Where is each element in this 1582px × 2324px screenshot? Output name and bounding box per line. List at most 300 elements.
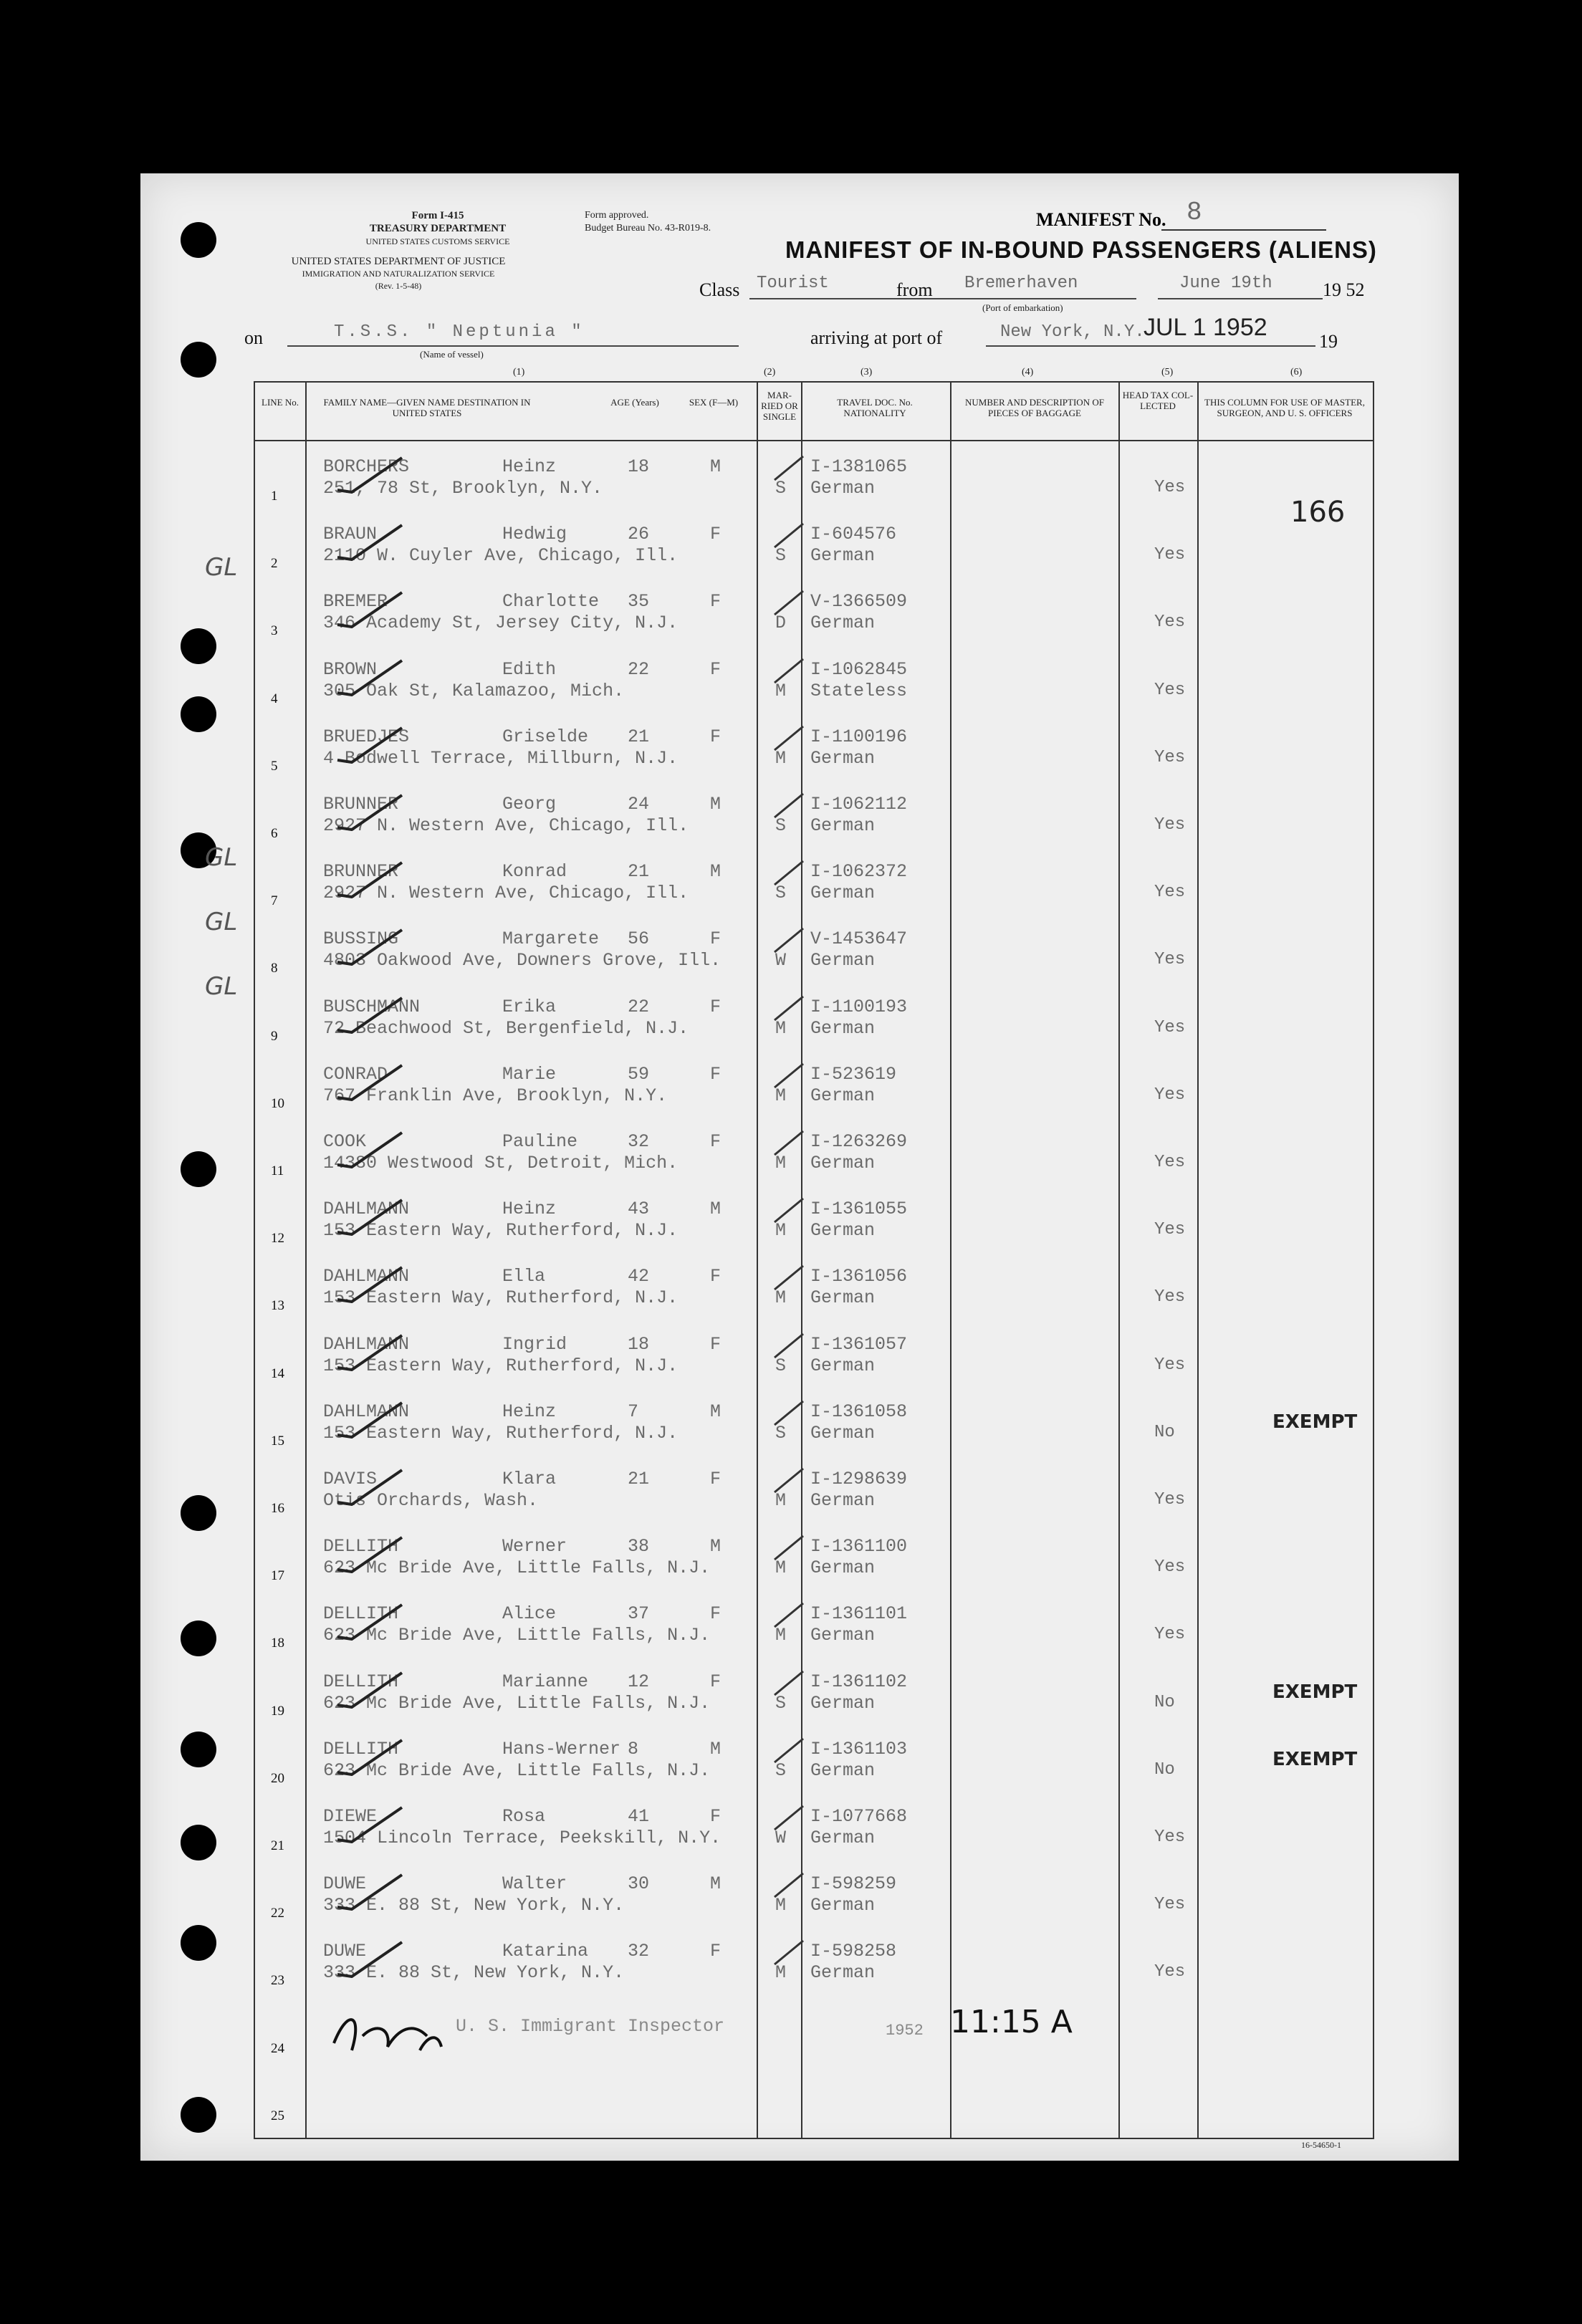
age: 18 bbox=[628, 1333, 650, 1355]
travel-doc-number: I-523619 bbox=[810, 1063, 897, 1085]
given-name: Hans-Werner bbox=[502, 1738, 621, 1759]
table-row bbox=[255, 1196, 1373, 1264]
family-name: DUWE bbox=[323, 1941, 367, 1962]
tick-mark-icon bbox=[771, 1465, 807, 1494]
table-row bbox=[255, 1871, 1373, 1939]
age: 24 bbox=[628, 794, 650, 815]
table-row bbox=[255, 1399, 1373, 1466]
sex: M bbox=[710, 1536, 722, 1557]
vessel-underline bbox=[287, 345, 739, 347]
check-mark-icon bbox=[334, 1058, 406, 1101]
page-title: MANIFEST OF IN-BOUND PASSENGERS (ALIENS) bbox=[785, 236, 1377, 263]
tick-mark-icon bbox=[771, 453, 807, 481]
nationality: German bbox=[810, 1557, 876, 1579]
marital-status: S bbox=[775, 1692, 787, 1714]
from-underline bbox=[950, 298, 1136, 299]
line-number: 18 bbox=[271, 1636, 284, 1651]
gl-mark: GL bbox=[205, 553, 238, 582]
nationality: German bbox=[810, 1085, 876, 1106]
nationality: German bbox=[810, 1422, 876, 1444]
age: 35 bbox=[628, 591, 650, 613]
punch-hole bbox=[181, 222, 216, 258]
head-tax: Yes bbox=[1154, 1828, 1186, 1847]
line-number: 5 bbox=[271, 758, 278, 774]
manifest-label: MANIFEST No. bbox=[1036, 209, 1166, 230]
head-tax: Yes bbox=[1154, 950, 1186, 970]
nationality: German bbox=[810, 613, 876, 634]
officer-remark: EXEMPT bbox=[1272, 1411, 1358, 1433]
given-name: Konrad bbox=[502, 861, 567, 883]
tick-mark-icon bbox=[771, 1802, 807, 1831]
given-name: Heinz bbox=[502, 1401, 557, 1422]
date-underline bbox=[1158, 298, 1323, 299]
sex: F bbox=[710, 726, 722, 747]
travel-doc-number: I-598259 bbox=[810, 1873, 897, 1895]
given-name: Werner bbox=[502, 1536, 567, 1557]
punch-hole bbox=[181, 628, 216, 664]
table-row bbox=[255, 1332, 1373, 1399]
head-tax: No bbox=[1154, 1759, 1175, 1780]
given-name: Marianne bbox=[502, 1671, 589, 1692]
col-head-married: MAR-RIED OR SINGLE bbox=[761, 390, 798, 422]
table-row bbox=[255, 859, 1373, 926]
age: 32 bbox=[628, 1941, 650, 1962]
family-name: BORCHERS bbox=[323, 456, 410, 477]
destination: 153 Eastern Way, Rutherford, N.J. bbox=[323, 1287, 679, 1309]
page-number-stamp: 166 bbox=[1290, 496, 1346, 529]
head-tax: No bbox=[1154, 1422, 1175, 1442]
given-name: Ella bbox=[502, 1266, 546, 1287]
travel-doc-number: I-604576 bbox=[810, 524, 897, 545]
travel-doc-number: I-1062372 bbox=[810, 861, 908, 883]
sex: M bbox=[710, 456, 722, 477]
nationality: German bbox=[810, 1287, 876, 1309]
head-tax: Yes bbox=[1154, 1153, 1186, 1172]
col-num-5: (5) bbox=[1161, 367, 1174, 378]
line-number: 19 bbox=[271, 1703, 284, 1719]
sex: F bbox=[710, 658, 722, 680]
tick-mark-icon bbox=[771, 1937, 807, 1966]
check-mark-icon bbox=[334, 721, 406, 764]
sex: F bbox=[710, 1469, 722, 1489]
family-name: DELLITH bbox=[323, 1671, 399, 1692]
table-row bbox=[255, 1129, 1373, 1196]
given-name: Erika bbox=[502, 996, 557, 1017]
approval-block bbox=[585, 209, 711, 235]
age: 21 bbox=[628, 1469, 650, 1489]
check-mark-icon bbox=[334, 1733, 406, 1776]
given-name: Hedwig bbox=[502, 524, 567, 545]
marital-status: M bbox=[775, 1153, 787, 1173]
punch-hole bbox=[181, 1151, 216, 1187]
travel-doc-number: V-1453647 bbox=[810, 928, 908, 950]
given-name: Margarete bbox=[502, 928, 600, 950]
punch-hole bbox=[181, 1620, 216, 1656]
nationality: German bbox=[810, 1625, 876, 1646]
sex: F bbox=[710, 928, 722, 950]
line-number: 8 bbox=[271, 961, 278, 976]
punch-hole bbox=[181, 696, 216, 732]
family-name: BREMER bbox=[323, 591, 388, 613]
sex: F bbox=[710, 1941, 722, 1962]
line-number: 20 bbox=[271, 1770, 284, 1786]
family-name: DELLITH bbox=[323, 1738, 399, 1759]
nationality: German bbox=[810, 1355, 876, 1376]
sex: F bbox=[710, 1131, 722, 1152]
age: 22 bbox=[628, 658, 650, 680]
family-name: DELLITH bbox=[323, 1603, 399, 1625]
vessel-label: (Name of vessel) bbox=[420, 349, 484, 360]
head-tax: Yes bbox=[1154, 1490, 1186, 1509]
given-name: Pauline bbox=[502, 1131, 578, 1152]
ins-service: IMMIGRATION AND NATURALIZATION SERVICE bbox=[302, 269, 495, 279]
age: 38 bbox=[628, 1536, 650, 1557]
sex: F bbox=[710, 1806, 722, 1827]
destination: 767 Franklin Ave, Brooklyn, N.Y. bbox=[323, 1085, 668, 1106]
punch-hole bbox=[181, 2097, 216, 2133]
head-tax: Yes bbox=[1154, 1962, 1186, 1982]
travel-doc-number: I-1361056 bbox=[810, 1266, 908, 1287]
nationality: German bbox=[810, 1017, 876, 1039]
destination: 623 Mc Bride Ave, Little Falls, N.J. bbox=[323, 1692, 711, 1714]
table-row bbox=[255, 589, 1373, 656]
line-number: 25 bbox=[271, 2108, 284, 2123]
head-tax: Yes bbox=[1154, 613, 1186, 633]
col-num-2: (2) bbox=[764, 367, 776, 378]
table-row bbox=[255, 792, 1373, 859]
line-number: 12 bbox=[271, 1231, 284, 1247]
destination: 2927 N. Western Ave, Chicago, Ill. bbox=[323, 883, 689, 904]
head-tax: Yes bbox=[1154, 545, 1186, 565]
travel-doc-number: V-1366509 bbox=[810, 591, 908, 613]
table-row bbox=[255, 1534, 1373, 1601]
head-tax: Yes bbox=[1154, 1557, 1186, 1578]
check-mark-icon bbox=[334, 653, 406, 696]
travel-doc-number: I-1361057 bbox=[810, 1333, 908, 1355]
tick-mark-icon bbox=[771, 925, 807, 954]
budget-bureau: Budget Bureau No. 43-R019-8. bbox=[585, 223, 711, 234]
col-head-baggage: NUMBER AND DESCRIPTION OF PIECES OF BAGGAGE bbox=[965, 397, 1104, 418]
destination: 14380 Westwood St, Detroit, Mich. bbox=[323, 1153, 679, 1173]
sex: F bbox=[710, 1266, 722, 1287]
check-mark-icon bbox=[334, 1800, 406, 1843]
nationality: German bbox=[810, 815, 876, 836]
passenger-table bbox=[254, 367, 1374, 2139]
family-name: BRAUN bbox=[323, 524, 378, 545]
sex: M bbox=[710, 1199, 722, 1220]
nationality: German bbox=[810, 1759, 876, 1781]
marital-status: M bbox=[775, 1557, 787, 1579]
table-row bbox=[255, 1669, 1373, 1737]
col-head-name: FAMILY NAME—GIVEN NAME DESTINATION IN UNITED STATES bbox=[323, 397, 531, 418]
line-number: 22 bbox=[271, 1906, 284, 1921]
sex: F bbox=[710, 1333, 722, 1355]
check-mark-icon bbox=[334, 1396, 406, 1439]
inspector-signature bbox=[320, 1993, 449, 2072]
col-num-4: (4) bbox=[1022, 367, 1034, 378]
table-row bbox=[255, 657, 1373, 724]
head-tax: Yes bbox=[1154, 1085, 1186, 1105]
tick-mark-icon bbox=[771, 1668, 807, 1696]
travel-doc-number: I-1361058 bbox=[810, 1401, 908, 1422]
marital-status: M bbox=[775, 1625, 787, 1646]
marital-status: S bbox=[775, 1355, 787, 1376]
family-name: CONRAD bbox=[323, 1063, 388, 1085]
family-name: BUSCHMANN bbox=[323, 996, 421, 1017]
line-number: 3 bbox=[271, 623, 278, 639]
vessel-name: T.S.S. " Neptunia " bbox=[334, 322, 585, 342]
tick-mark-icon bbox=[771, 520, 807, 549]
from-label: from bbox=[896, 279, 933, 300]
destination: 623 Mc Bride Ave, Little Falls, N.J. bbox=[323, 1759, 711, 1781]
table-row bbox=[255, 926, 1373, 994]
inspector-label: U. S. Immigrant Inspector bbox=[456, 2016, 725, 2037]
tick-mark-icon bbox=[771, 723, 807, 752]
nationality: German bbox=[810, 1828, 876, 1848]
head-tax: Yes bbox=[1154, 478, 1186, 497]
punch-hole bbox=[181, 1925, 216, 1961]
age: 26 bbox=[628, 524, 650, 545]
marital-status: W bbox=[775, 1828, 787, 1848]
given-name: Charlotte bbox=[502, 591, 600, 613]
sex: M bbox=[710, 861, 722, 883]
punch-hole bbox=[181, 1495, 216, 1531]
family-name: BRUNNER bbox=[323, 794, 399, 815]
line-number: 7 bbox=[271, 893, 278, 909]
check-mark-icon bbox=[334, 1125, 406, 1168]
age: 32 bbox=[628, 1131, 650, 1152]
col-head-age: AGE (Years) bbox=[610, 397, 659, 408]
travel-doc-number: I-1361102 bbox=[810, 1671, 908, 1692]
marital-status: M bbox=[775, 747, 787, 769]
given-name: Griselde bbox=[502, 726, 589, 747]
destination: 1504 Lincoln Terrace, Peekskill, N.Y. bbox=[323, 1828, 722, 1848]
arrival-time: 11:15 A bbox=[950, 2004, 1073, 2040]
col-head-tax: HEAD TAX COL-LECTED bbox=[1122, 390, 1194, 411]
travel-doc-number: I-1361100 bbox=[810, 1536, 908, 1557]
col-head-travel: TRAVEL DOC. No. NATIONALITY bbox=[837, 397, 913, 418]
header-rule bbox=[255, 440, 1373, 441]
form-header bbox=[287, 209, 588, 248]
tick-mark-icon bbox=[771, 656, 807, 684]
on-label: on bbox=[244, 327, 263, 348]
destination: 153 Eastern Way, Rutherford, N.J. bbox=[323, 1422, 679, 1444]
table-row bbox=[255, 1466, 1373, 1534]
destination: 2927 N. Western Ave, Chicago, Ill. bbox=[323, 815, 689, 836]
port-embark-label: (Port of embarkation) bbox=[982, 302, 1063, 313]
gl-mark: GL bbox=[205, 908, 238, 936]
table-row bbox=[255, 1264, 1373, 1331]
given-name: Walter bbox=[502, 1873, 567, 1895]
head-tax: Yes bbox=[1154, 1220, 1186, 1240]
travel-doc-number: I-1361103 bbox=[810, 1738, 908, 1759]
destination: 623 Mc Bride Ave, Little Falls, N.J. bbox=[323, 1625, 711, 1646]
travel-doc-number: I-1361101 bbox=[810, 1603, 908, 1625]
age: 22 bbox=[628, 996, 650, 1017]
destination: 4 Bodwell Terrace, Millburn, N.J. bbox=[323, 747, 679, 769]
age: 18 bbox=[628, 456, 650, 477]
nationality: German bbox=[810, 1962, 876, 1984]
justice-header bbox=[248, 256, 549, 292]
tick-mark-icon bbox=[771, 1330, 807, 1359]
table-row bbox=[255, 522, 1373, 589]
age: 37 bbox=[628, 1603, 650, 1625]
given-name: Alice bbox=[502, 1603, 557, 1625]
family-name: DAHLMANN bbox=[323, 1199, 410, 1220]
age: 12 bbox=[628, 1671, 650, 1692]
check-mark-icon bbox=[334, 1868, 406, 1911]
destination: 305 Oak St, Kalamazoo, Mich. bbox=[323, 680, 625, 701]
gl-mark: GL bbox=[205, 972, 238, 1001]
table-row bbox=[255, 724, 1373, 792]
manifest-underline bbox=[1161, 229, 1326, 231]
table-row bbox=[255, 2074, 1373, 2141]
sex: F bbox=[710, 524, 722, 545]
form-print-code: 16-54650-1 bbox=[1301, 2140, 1341, 2150]
tick-mark-icon bbox=[771, 587, 807, 616]
line-number: 17 bbox=[271, 1568, 284, 1584]
port-underline bbox=[986, 345, 1315, 347]
tick-mark-icon bbox=[771, 1870, 807, 1898]
age: 21 bbox=[628, 726, 650, 747]
sex: F bbox=[710, 1671, 722, 1692]
tick-mark-icon bbox=[771, 1735, 807, 1764]
customs-service: UNITED STATES CUSTOMS SERVICE bbox=[365, 236, 510, 246]
marital-status: S bbox=[775, 478, 787, 499]
table-row bbox=[255, 1601, 1373, 1668]
travel-doc-number: I-1062112 bbox=[810, 794, 908, 815]
travel-doc-number: I-1100193 bbox=[810, 996, 908, 1017]
age: 42 bbox=[628, 1266, 650, 1287]
line-number: 14 bbox=[271, 1365, 284, 1381]
family-name: BRUNNER bbox=[323, 861, 399, 883]
check-mark-icon bbox=[334, 1666, 406, 1709]
departure-date: June 19th bbox=[1179, 274, 1272, 293]
destination: Otis Orchards, Wash. bbox=[323, 1490, 539, 1511]
sex: F bbox=[710, 591, 722, 613]
nationality: German bbox=[810, 1895, 876, 1916]
check-mark-icon bbox=[334, 451, 406, 494]
officer-remark: EXEMPT bbox=[1272, 1748, 1358, 1770]
check-mark-icon bbox=[334, 923, 406, 966]
punch-hole bbox=[181, 1732, 216, 1767]
nationality: German bbox=[810, 1220, 876, 1242]
line-number: 2 bbox=[271, 556, 278, 572]
line-number: 10 bbox=[271, 1095, 284, 1111]
marital-status: M bbox=[775, 1085, 787, 1106]
destination: 153 Eastern Way, Rutherford, N.J. bbox=[323, 1220, 679, 1242]
form-approved: Form approved. bbox=[585, 210, 649, 221]
age: 30 bbox=[628, 1873, 650, 1895]
marital-status: S bbox=[775, 1759, 787, 1781]
head-tax: Yes bbox=[1154, 883, 1186, 903]
family-name: DIEWE bbox=[323, 1806, 378, 1827]
class-value: Tourist bbox=[757, 274, 829, 293]
col-head-sex: SEX (F—M) bbox=[689, 397, 739, 408]
line-number: 24 bbox=[271, 2040, 284, 2056]
destination: 346 Academy St, Jersey City, N.J. bbox=[323, 613, 679, 634]
marital-status: D bbox=[775, 613, 787, 634]
form-revision: (Rev. 1-5-48) bbox=[375, 281, 422, 291]
travel-doc-number: I-1077668 bbox=[810, 1806, 908, 1827]
check-mark-icon bbox=[334, 1530, 406, 1573]
travel-doc-number: I-1263269 bbox=[810, 1131, 908, 1152]
arrival-date-stamp: JUL 1 1952 bbox=[1144, 314, 1267, 341]
marital-status: M bbox=[775, 1490, 787, 1511]
check-mark-icon bbox=[334, 1935, 406, 1978]
given-name: Marie bbox=[502, 1063, 557, 1085]
punch-hole bbox=[181, 342, 216, 378]
head-tax: No bbox=[1154, 1692, 1175, 1712]
travel-doc-number: I-1381065 bbox=[810, 456, 908, 477]
head-tax: Yes bbox=[1154, 1625, 1186, 1645]
punch-hole bbox=[181, 1825, 216, 1860]
sex: F bbox=[710, 1603, 722, 1625]
age: 21 bbox=[628, 861, 650, 883]
marital-status: M bbox=[775, 1017, 787, 1039]
check-mark-icon bbox=[334, 1260, 406, 1303]
manifest-number: 8 bbox=[1186, 198, 1202, 227]
destination: 333 E. 88 St, New York, N.Y. bbox=[323, 1895, 625, 1916]
col-head-line: LINE No. bbox=[262, 397, 299, 408]
family-name: COOK bbox=[323, 1131, 367, 1152]
line-number: 23 bbox=[271, 1973, 284, 1989]
destination: 623 Mc Bride Ave, Little Falls, N.J. bbox=[323, 1557, 711, 1579]
given-name: Klara bbox=[502, 1469, 557, 1489]
given-name: Heinz bbox=[502, 456, 557, 477]
head-tax: Yes bbox=[1154, 1017, 1186, 1037]
sex: M bbox=[710, 794, 722, 815]
nationality: German bbox=[810, 950, 876, 971]
marital-status: S bbox=[775, 883, 787, 904]
sex: M bbox=[710, 1873, 722, 1895]
travel-doc-number: I-1062845 bbox=[810, 658, 908, 680]
given-name: Heinz bbox=[502, 1199, 557, 1220]
marital-status: M bbox=[775, 680, 787, 701]
table-row bbox=[255, 1737, 1373, 1804]
destination: 333 E. 88 St, New York, N.Y. bbox=[323, 1962, 625, 1984]
marital-status: M bbox=[775, 1895, 787, 1916]
line-number: 9 bbox=[271, 1028, 278, 1044]
tick-mark-icon bbox=[771, 1195, 807, 1224]
line-number: 6 bbox=[271, 826, 278, 841]
check-mark-icon bbox=[334, 1463, 406, 1506]
age: 7 bbox=[628, 1401, 639, 1422]
destination: 4803 Oakwood Ave, Downers Grove, Ill. bbox=[323, 950, 722, 971]
line-number: 13 bbox=[271, 1298, 284, 1314]
nationality: German bbox=[810, 545, 876, 567]
nationality: German bbox=[810, 1692, 876, 1714]
destination: 251, 78 St, Brooklyn, N.Y. bbox=[323, 478, 603, 499]
family-name: DAHLMANN bbox=[323, 1266, 410, 1287]
marital-status: S bbox=[775, 1422, 787, 1444]
class-label: Class bbox=[699, 279, 740, 300]
tick-mark-icon bbox=[771, 1532, 807, 1561]
line-number: 11 bbox=[271, 1163, 284, 1178]
marital-status: M bbox=[775, 1962, 787, 1984]
col-num-3: (3) bbox=[860, 367, 873, 378]
sex: M bbox=[710, 1401, 722, 1422]
given-name: Ingrid bbox=[502, 1333, 567, 1355]
family-name: DAVIS bbox=[323, 1469, 378, 1489]
nationality: Stateless bbox=[810, 680, 908, 701]
nationality: German bbox=[810, 1490, 876, 1511]
tick-mark-icon bbox=[771, 1398, 807, 1426]
treasury-dept: TREASURY DEPARTMENT bbox=[369, 223, 507, 234]
gl-mark: GL bbox=[205, 843, 238, 872]
form-number: Form I-415 bbox=[411, 210, 464, 221]
table-row bbox=[255, 1804, 1373, 1871]
